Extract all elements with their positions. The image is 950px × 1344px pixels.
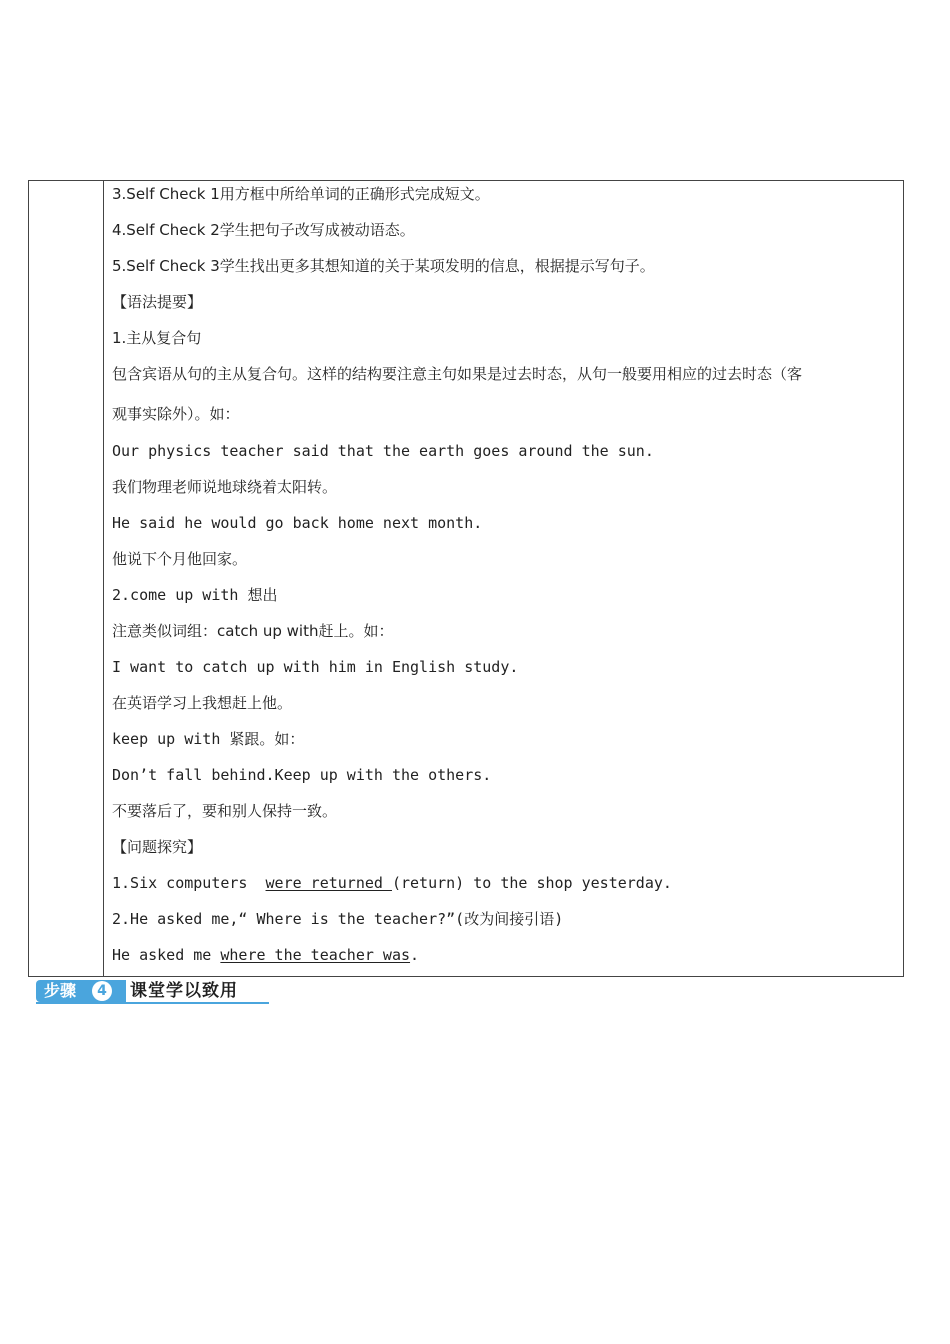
step-label: 步骤 [44,981,77,1000]
question-2: 2.He asked me,“ Where is the teacher?”(改为间接引语) [112,910,564,928]
example-cn-3: 在英语学习上我想赶上他。 [112,694,293,712]
inquiry-heading: 【问题探究】 [112,838,203,856]
example-cn-2: 他说下个月他回家。 [112,550,248,568]
step-underline [36,1002,269,1004]
grammar-point-1-title: 1.主从复合句 [112,329,202,347]
question-2-answer-prefix: He asked me [112,946,221,964]
question-1-suffix: (return) to the shop yesterday. [391,874,672,892]
table-left-column [29,181,104,976]
question-2-answer-line [112,945,419,965]
question-2-answer-suffix: . [410,946,420,964]
example-en-4: Don’t fall behind.Keep up with the others. [112,766,492,784]
question-1 [112,873,672,893]
example-cn-4: 不要落后了，要和别人保持一致。 [112,802,338,820]
question-2-answer: where the teacher was [220,946,411,964]
step-number: 4 [92,981,112,1001]
step-badge [36,980,126,1002]
self-check-2-line: 4.Self Check 2学生把句子改写成被动语态。 [112,221,415,239]
example-en-3: I want to catch up with him in English study. [112,658,519,676]
question-1-prefix: 1.Six computers [112,874,266,892]
grammar-heading: 【语法提要】 [112,293,203,311]
lesson-table [28,180,904,977]
grammar-point-2-title: 2.come up with 想出 [112,586,278,604]
keep-up-with-line: keep up with 紧跟。如： [112,730,305,748]
grammar-point-1-text-cont: 观事实除外）。如： [112,405,240,423]
similar-phrase-line: 注意类似词组：catch up with赶上。如： [112,622,394,640]
step-banner [36,980,269,1004]
example-en-1: Our physics teacher said that the earth goes around the sun. [112,442,654,460]
self-check-3-line: 5.Self Check 3学生找出更多其想知道的关于某项发明的信息，根据提示写句子。 [112,257,655,275]
grammar-point-1-text: 包含宾语从句的主从复合句。这样的结构要注意主句如果是过去时态，从句一般要用相应的过去时态（客 [112,365,803,383]
step-title: 课堂学以致用 [130,981,238,1001]
example-cn-1: 我们物理老师说地球绕着太阳转。 [112,478,338,496]
question-1-answer: were returned [265,874,392,892]
self-check-1-line: 3.Self Check 1用方框中所给单词的正确形式完成短文。 [112,185,490,203]
example-en-2: He said he would go back home next month. [112,514,483,532]
